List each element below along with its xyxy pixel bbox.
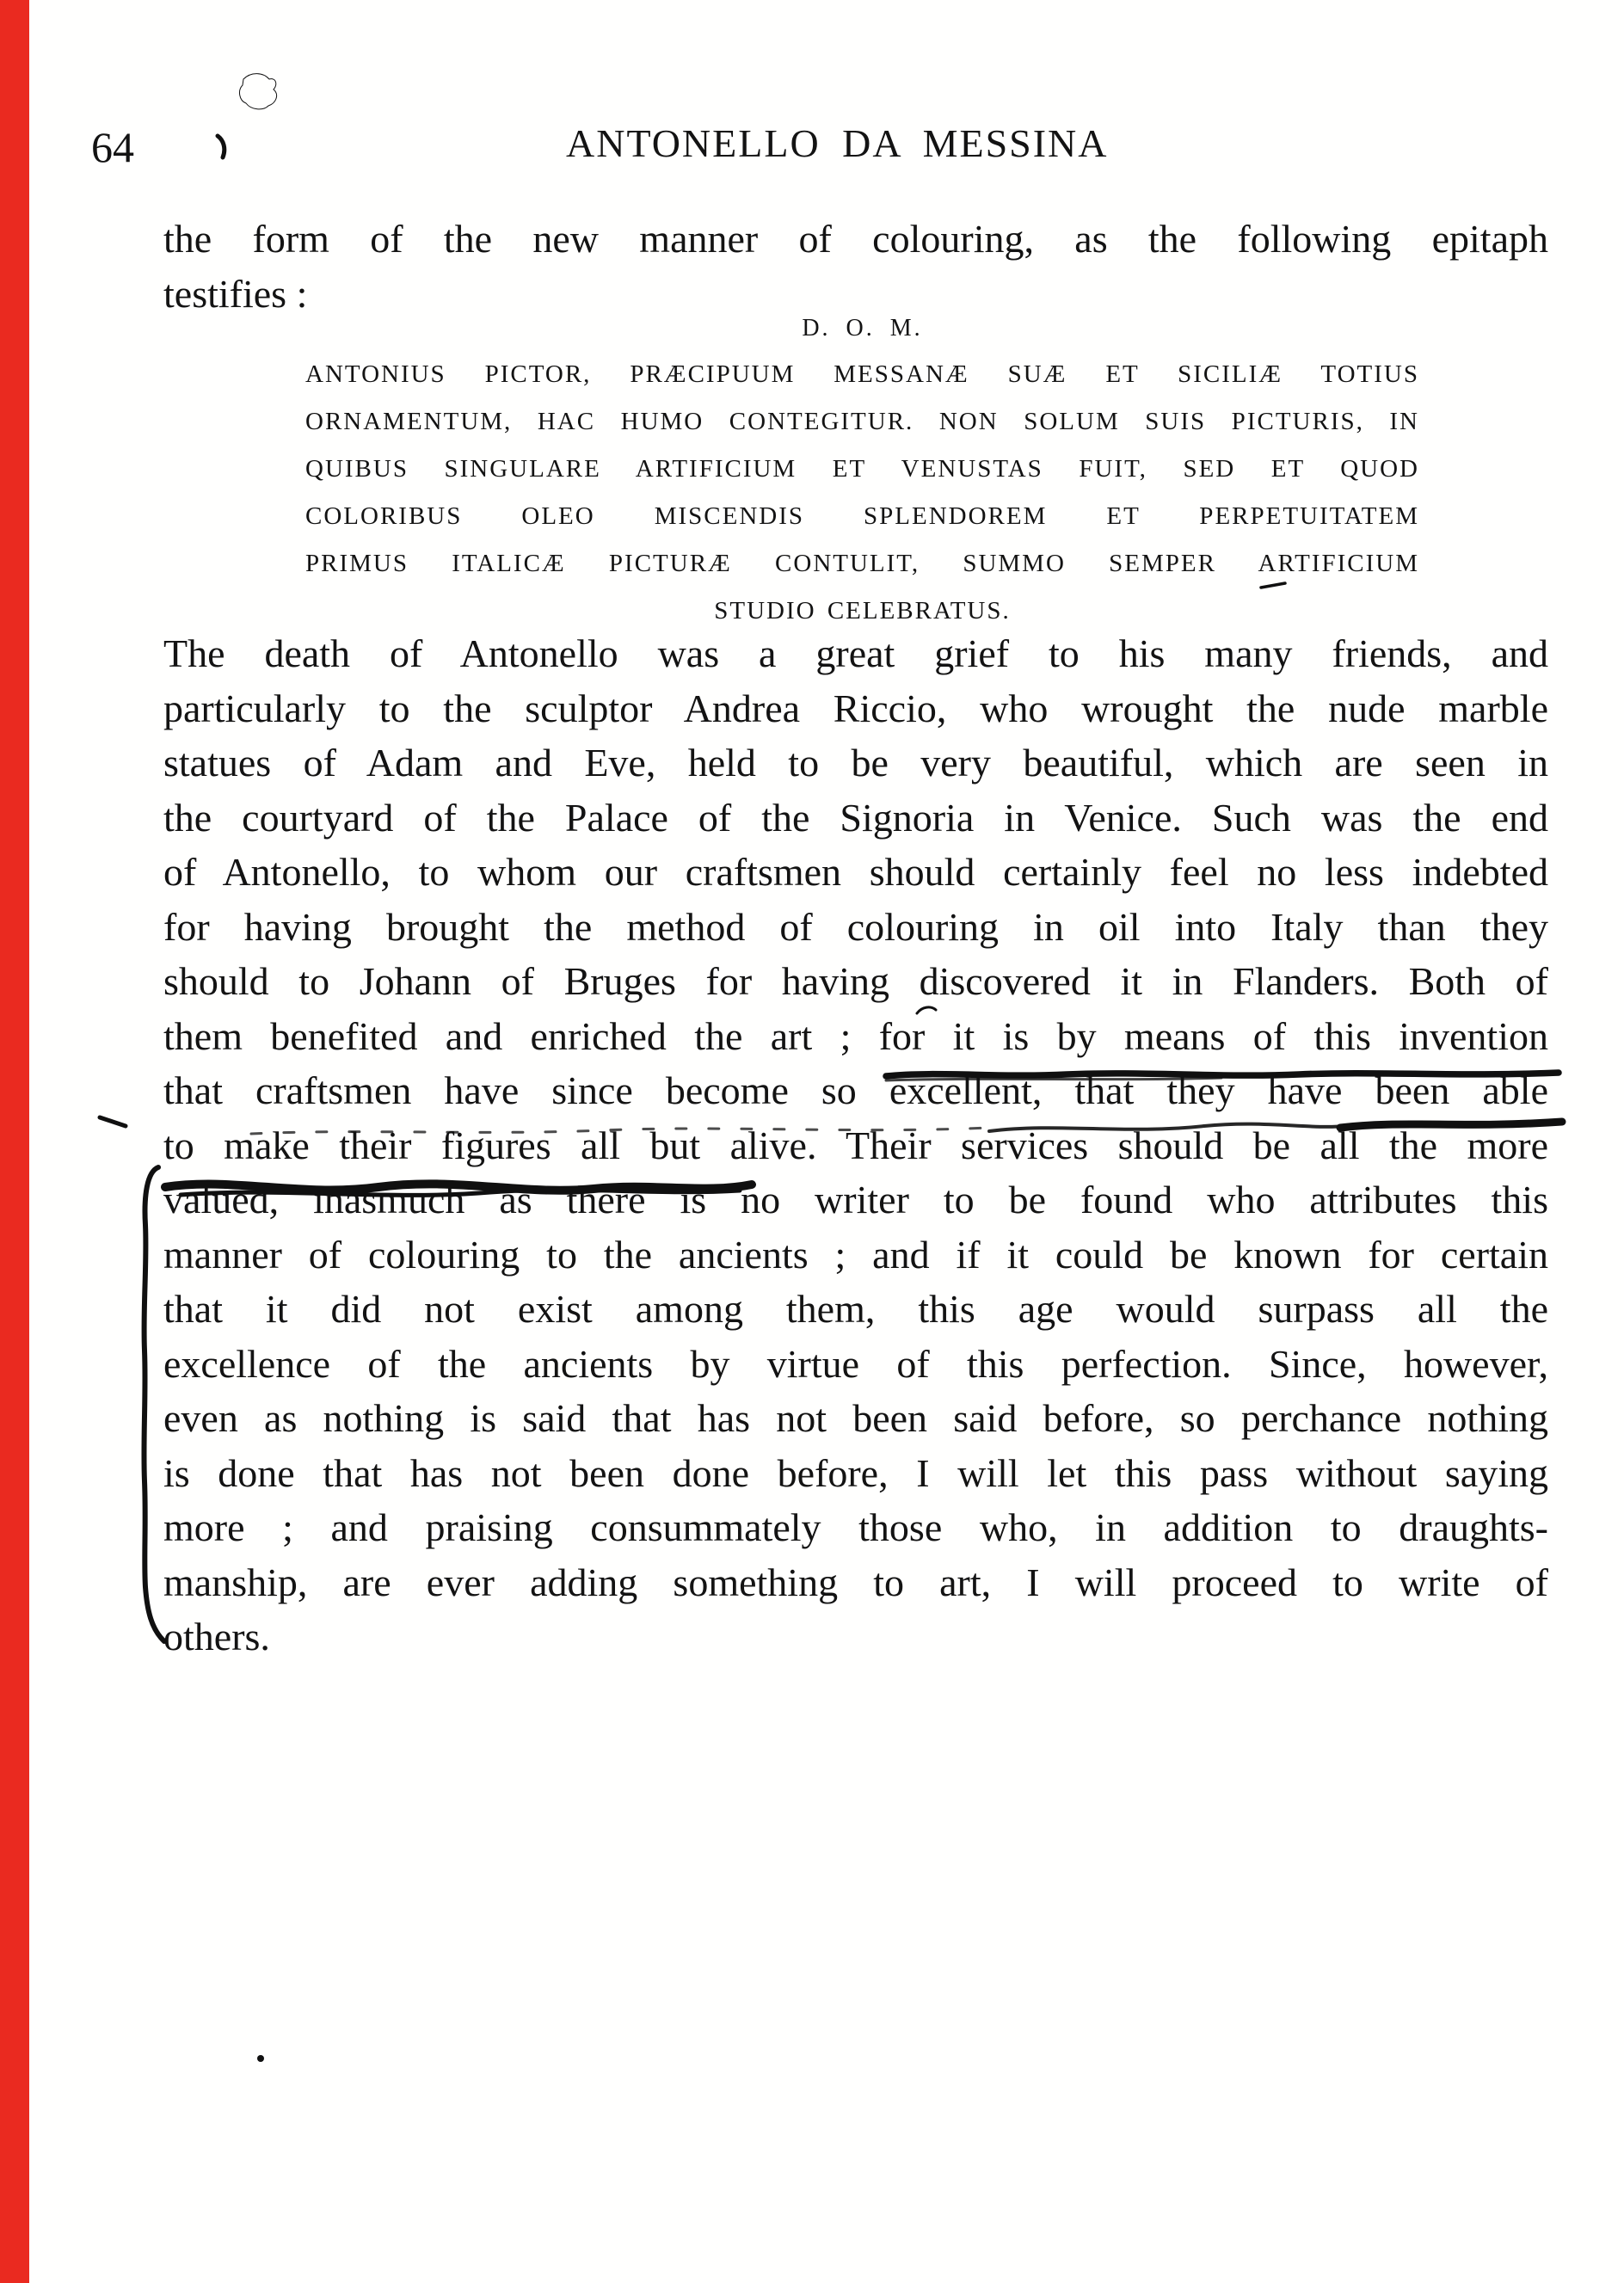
epitaph-line: COLORIBUS OLEO MISCENDIS SPLENDOREM ET PERPETUITATEM [305, 502, 1419, 530]
text-line: more ; and praising consummately those who, in addition to draughts- [163, 1505, 1548, 1549]
scan-red-strip [0, 0, 29, 2283]
text-line: statues of Adam and Eve, held to be very beautiful, which are seen in [163, 741, 1548, 785]
text-line: them benefited and enriched the art ; for it is by means of this invention [163, 1013, 1548, 1058]
epitaph-heading: D. O. M. [802, 315, 923, 342]
text-line: to make their figures all but alive. Their services should be all the more [163, 1123, 1548, 1167]
epitaph-line: QUIBUS SINGULARE ARTIFICIUM ET VENUSTAS FUIT, SED ET QUOD [305, 455, 1419, 483]
epitaph-line: ANTONIUS PICTOR, PRÆCIPUUM MESSANÆ SUÆ ET SICILIÆ TOTIUS [305, 360, 1419, 388]
text-line: that it did not exist among them, this age would surpass all the [163, 1287, 1548, 1331]
epitaph-line: PRIMUS ITALICÆ PICTURÆ CONTULIT, SUMMO SEMPER ARTIFICIUM [305, 550, 1419, 577]
stray-dot [257, 2055, 264, 2062]
text-line: others. [163, 1615, 270, 1658]
text-line: should to Johann of Bruges for having discovered it in Flanders. Both of [163, 959, 1548, 1003]
pen-margin-bracket [144, 1167, 164, 1641]
text-line: is done that has not been done before, I will let this pass without saying [163, 1450, 1548, 1495]
text-line: excellence of the ancients by virtue of this perfection. Since, however, [163, 1341, 1548, 1386]
text-line: for having brought the method of colouring in oil into Italy than they [163, 904, 1548, 949]
epitaph-line: STUDIO CELEBRATUS. [714, 597, 1011, 625]
text-line: particularly to the sculptor Andrea Riccio, who wrought the nude marble [163, 686, 1548, 730]
epitaph-line: ORNAMENTUM, HAC HUMO CONTEGITUR. NON SOLUM SUIS PICTURIS, IN [305, 408, 1419, 435]
text-line: of Antonello, to whom our craftsmen should certainly feel no less indebted [163, 850, 1548, 894]
page-number: 64 [91, 123, 134, 171]
main-paragraph [163, 626, 1548, 1665]
text-line: that craftsmen have since become so excellent, that they have been able [163, 1068, 1548, 1112]
running-header: ANTONELLO DA MESSINA [566, 121, 1109, 165]
intro-paragraph [163, 212, 1548, 322]
text-line: the courtyard of the Palace of the Signoria in Venice. Such was the end [163, 795, 1548, 840]
text-line: The death of Antonello was a great grief to his many friends, and [163, 631, 1548, 675]
text-line: the form of the new manner of colouring, as the following epitaph [163, 217, 1548, 261]
epitaph-block [305, 351, 1419, 635]
text-line: even as nothing is said that has not been said before, so perchance nothing [163, 1396, 1548, 1440]
ink-blot-icon [218, 74, 277, 157]
text-line: testifies : [163, 272, 308, 316]
text-line: manship, are ever adding something to art, I will proceed to write of [163, 1560, 1548, 1604]
text-line: manner of colouring to the ancients ; and if it could be known for certain [163, 1232, 1548, 1277]
text-line: valued, inasmuch as there is no writer to be found who attributes this [163, 1178, 1548, 1221]
